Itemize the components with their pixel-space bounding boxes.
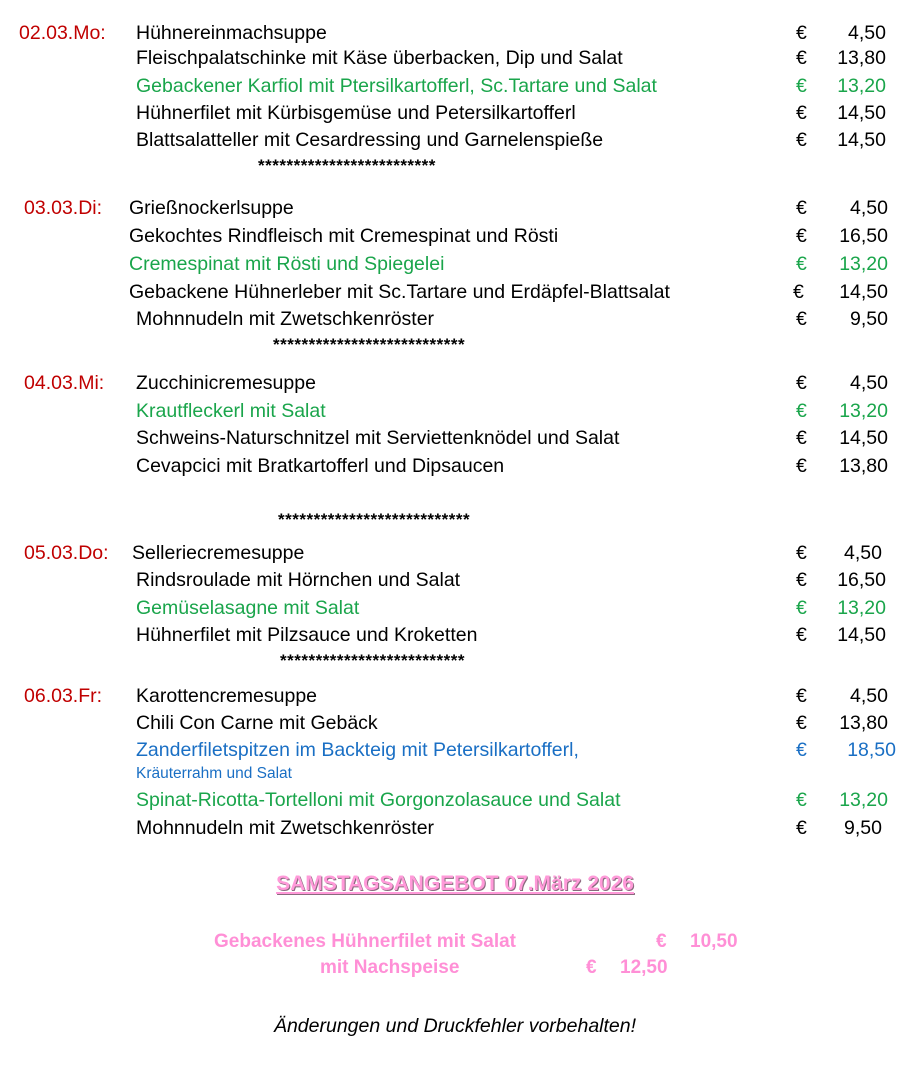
price-di-5: 9,50 xyxy=(850,308,888,330)
price-do-4: 14,50 xyxy=(837,624,886,646)
price-do-3: 13,20 xyxy=(837,597,886,619)
day-date-di: 03.03.Di: xyxy=(24,197,103,219)
menu-item-mi-1: Zucchinicremesuppe xyxy=(136,372,316,394)
price-mo-1: 4,50 xyxy=(848,22,886,44)
saturday-offer-2-name: mit Nachspeise xyxy=(320,957,460,978)
price-mi-4: 13,80 xyxy=(839,455,888,477)
price-di-1: 4,50 xyxy=(850,197,888,219)
currency-di-2: € xyxy=(796,225,807,247)
saturday-offer-1-name: Gebackenes Hühnerfilet mit Salat xyxy=(214,931,516,952)
saturday-offer-title: SAMSTAGSANGEBOT 07.März 2026 xyxy=(276,872,634,895)
currency-do-2: € xyxy=(796,569,807,591)
saturday-offer-2-price: 12,50 xyxy=(620,957,668,978)
currency-mo-3: € xyxy=(796,75,807,97)
price-fr-4: 13,20 xyxy=(839,789,888,811)
currency-mo-1: € xyxy=(796,22,807,44)
menu-item-mo-4: Hühnerfilet mit Kürbisgemüse und Petersilkartofferl xyxy=(136,102,576,124)
menu-item-fr-3-line2: Kräuterrahm und Salat xyxy=(136,765,292,782)
menu-item-do-1: Selleriecremesuppe xyxy=(132,542,305,564)
menu-item-mi-2: Krautfleckerl mit Salat xyxy=(136,400,326,422)
price-mo-4: 14,50 xyxy=(837,102,886,124)
currency-di-1: € xyxy=(796,197,807,219)
menu-item-mi-3: Schweins-Naturschnitzel mit Serviettenknödel und Salat xyxy=(136,427,620,449)
currency-do-4: € xyxy=(796,624,807,646)
currency-do-3: € xyxy=(796,597,807,619)
currency-mi-1: € xyxy=(796,372,807,394)
menu-item-fr-2: Chili Con Carne mit Gebäck xyxy=(136,712,378,734)
saturday-offer-2-currency: € xyxy=(586,957,597,978)
menu-item-mo-2: Fleischpalatschinke mit Käse überbacken, Dip und Salat xyxy=(136,47,623,69)
currency-fr-2: € xyxy=(796,712,807,734)
menu-item-do-2: Rindsroulade mit Hörnchen und Salat xyxy=(136,569,461,591)
price-fr-5: 9,50 xyxy=(844,817,882,839)
currency-di-4: € xyxy=(793,281,804,303)
menu-item-di-5: Mohnnudeln mit Zwetschkenröster xyxy=(136,308,435,330)
price-do-2: 16,50 xyxy=(837,569,886,591)
price-di-2: 16,50 xyxy=(839,225,888,247)
price-mi-3: 14,50 xyxy=(839,427,888,449)
currency-fr-4: € xyxy=(796,789,807,811)
price-fr-2: 13,80 xyxy=(839,712,888,734)
menu-item-do-3: Gemüselasagne mit Salat xyxy=(136,597,360,619)
price-mo-2: 13,80 xyxy=(837,47,886,69)
menu-item-fr-3: Zanderfiletspitzen im Backteig mit Petersilkartofferl, xyxy=(136,739,579,761)
day-date-fr: 06.03.Fr: xyxy=(24,685,103,707)
saturday-offer-1-currency: € xyxy=(656,931,667,952)
currency-di-3: € xyxy=(796,253,807,275)
menu-item-fr-4: Spinat-Ricotta-Tortelloni mit Gorgonzolasauce und Salat xyxy=(136,789,621,811)
currency-mo-5: € xyxy=(796,129,807,151)
price-do-1: 4,50 xyxy=(844,542,882,564)
separator-mo: ************************* xyxy=(258,156,436,175)
menu-item-fr-1: Karottencremesuppe xyxy=(136,685,318,707)
menu-item-mi-4: Cevapcici mit Bratkartofferl und Dipsaucen xyxy=(136,455,505,477)
price-mo-5: 14,50 xyxy=(837,129,886,151)
price-mo-3: 13,20 xyxy=(837,75,886,97)
currency-mi-2: € xyxy=(796,400,807,422)
menu-item-do-4: Hühnerfilet mit Pilzsauce und Kroketten xyxy=(136,624,478,646)
menu-item-di-3: Cremespinat mit Rösti und Spiegelei xyxy=(129,253,445,275)
currency-fr-1: € xyxy=(796,685,807,707)
price-di-4: 14,50 xyxy=(839,281,888,303)
menu-item-di-1: Grießnockerlsuppe xyxy=(129,197,294,219)
menu-item-mo-1: Hühnereinmachsuppe xyxy=(136,22,327,44)
currency-mi-3: € xyxy=(796,427,807,449)
menu-item-mo-3: Gebackener Karfiol mit Ptersilkartofferl, Sc.Tartare und Salat xyxy=(136,75,657,97)
disclaimer-footer: Änderungen und Druckfehler vorbehalten! xyxy=(273,1015,637,1037)
separator-di: *************************** xyxy=(273,335,466,354)
price-fr-1: 4,50 xyxy=(850,685,888,707)
currency-fr-5: € xyxy=(796,817,807,839)
price-fr-3: 18,50 xyxy=(847,739,896,761)
menu-item-di-4: Gebackene Hühnerleber mit Sc.Tartare und Erdäpfel-Blattsalat xyxy=(129,281,670,303)
separator-do: ************************** xyxy=(280,651,466,670)
menu-item-di-2: Gekochtes Rindfleisch mit Cremespinat und Rösti xyxy=(129,225,559,247)
currency-fr-3: € xyxy=(796,739,807,761)
menu-item-mo-5: Blattsalatteller mit Cesardressing und Garnelenspieße xyxy=(136,129,604,151)
saturday-offer-1-price: 10,50 xyxy=(690,931,738,952)
price-mi-2: 13,20 xyxy=(839,400,888,422)
day-date-mo: 02.03.Mo: xyxy=(19,22,106,44)
price-di-3: 13,20 xyxy=(839,253,888,275)
currency-do-1: € xyxy=(796,542,807,564)
price-mi-1: 4,50 xyxy=(850,372,888,394)
day-date-mi: 04.03.Mi: xyxy=(24,372,105,394)
currency-mo-4: € xyxy=(796,102,807,124)
menu-item-fr-5: Mohnnudeln mit Zwetschkenröster xyxy=(136,817,435,839)
day-date-do: 05.03.Do: xyxy=(24,542,109,564)
currency-mi-4: € xyxy=(796,455,807,477)
separator-mi: *************************** xyxy=(278,510,471,529)
currency-di-5: € xyxy=(796,308,807,330)
currency-mo-2: € xyxy=(796,47,807,69)
